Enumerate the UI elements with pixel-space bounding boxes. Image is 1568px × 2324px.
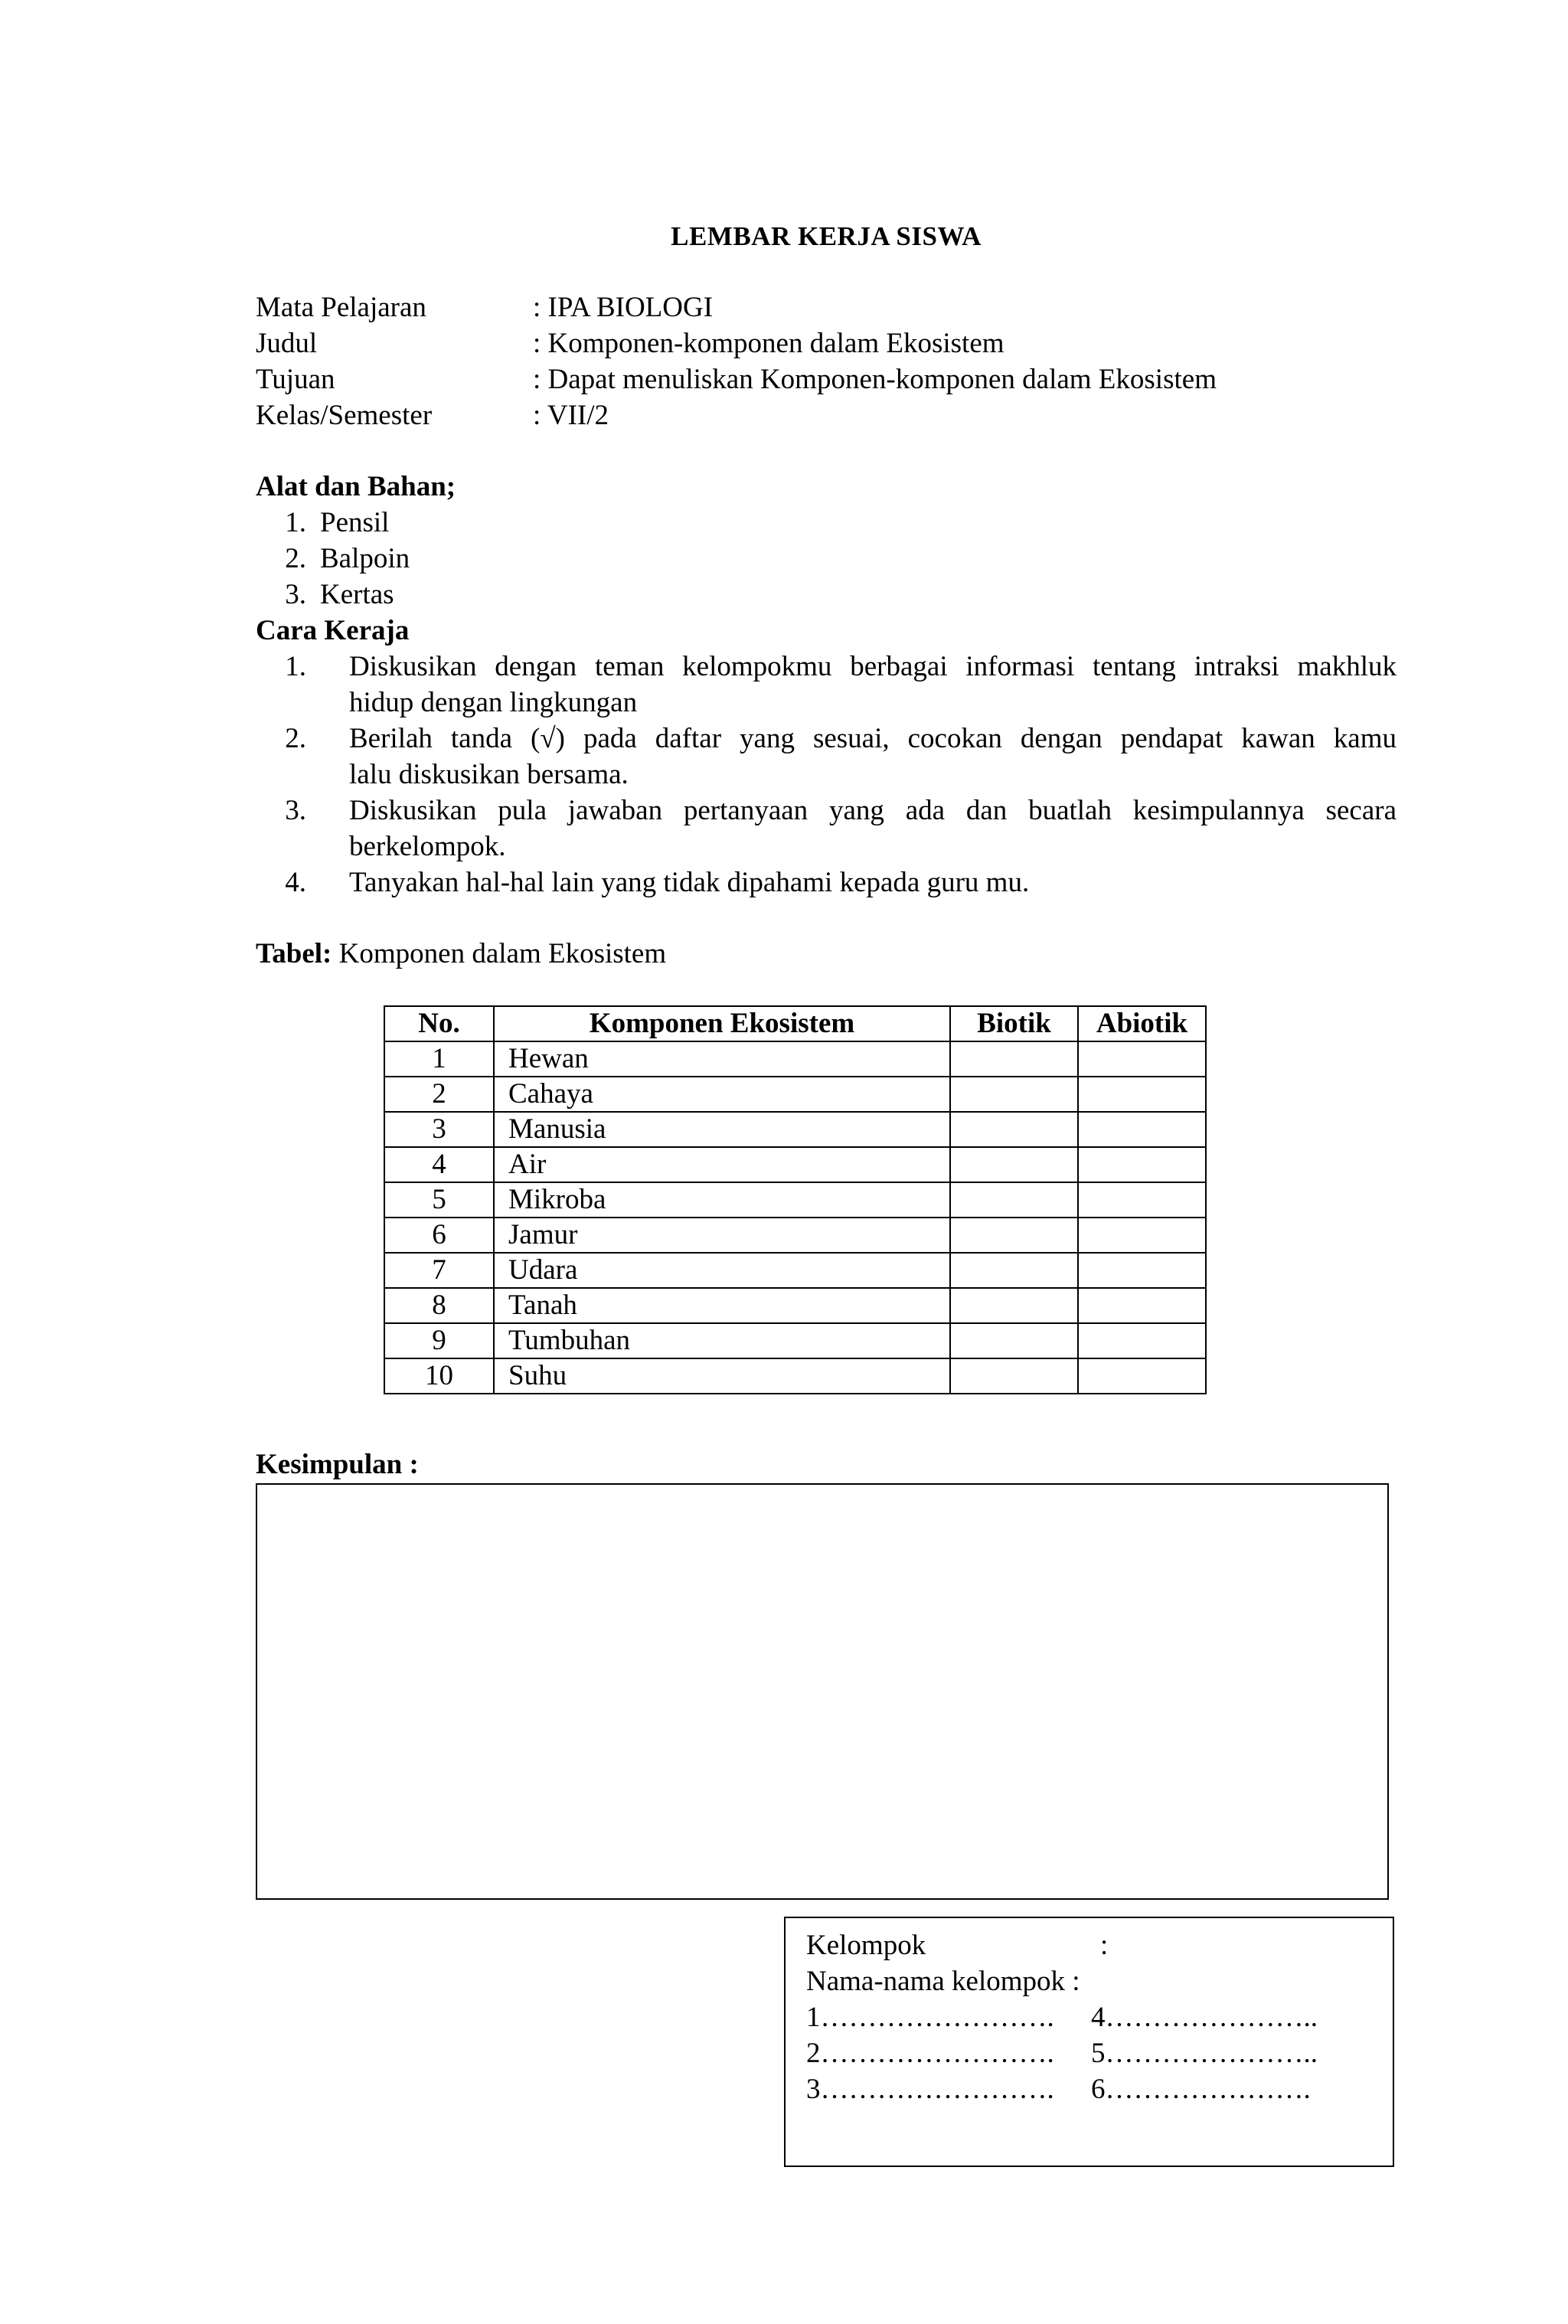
group-name-slot[interactable]: 6…………………. xyxy=(1091,2074,1311,2105)
biotik-cell[interactable] xyxy=(950,1147,1078,1182)
conclusion-box[interactable] xyxy=(256,1483,1389,1900)
row-number: 3 xyxy=(384,1112,494,1147)
steps-item-number: 2. xyxy=(285,723,306,754)
biotik-cell[interactable] xyxy=(950,1218,1078,1253)
ecosystem-table xyxy=(384,1005,1207,1394)
abiotik-cell[interactable] xyxy=(1078,1147,1206,1182)
component-name: Cahaya xyxy=(494,1077,950,1112)
meta-row-goal xyxy=(256,361,1217,397)
group-name-line xyxy=(806,1999,1373,2035)
group-info-box xyxy=(784,1917,1394,2167)
table-caption xyxy=(256,936,666,972)
steps-item-text: hidup dengan lingkungan xyxy=(349,687,638,718)
group-kelompok-colon: : xyxy=(1100,1930,1109,1961)
component-name: Hewan xyxy=(494,1041,950,1077)
component-name: Udara xyxy=(494,1253,950,1288)
steps-item-number: 4. xyxy=(285,867,306,898)
row-number: 9 xyxy=(384,1323,494,1358)
meta-label: Kelas/Semester xyxy=(256,400,433,431)
row-number: 7 xyxy=(384,1253,494,1288)
group-name-slot[interactable]: 1……………………. xyxy=(806,2002,1054,2033)
table-row xyxy=(384,1288,1206,1323)
group-name-slot[interactable]: 2……………………. xyxy=(806,2038,1054,2069)
group-name-line xyxy=(806,2035,1373,2071)
conclusion-heading: Kesimpulan : xyxy=(256,1449,419,1480)
abiotik-cell[interactable] xyxy=(1078,1182,1206,1218)
tools-item-text: Balpoin xyxy=(320,543,410,574)
component-name: Jamur xyxy=(494,1218,950,1253)
tools-heading: Alat dan Bahan; xyxy=(256,471,456,502)
meta-value: : IPA BIOLOGI xyxy=(533,292,714,323)
table-header-row xyxy=(384,1006,1206,1041)
component-name: Tumbuhan xyxy=(494,1323,950,1358)
tools-item-text: Kertas xyxy=(320,579,394,610)
row-number: 6 xyxy=(384,1218,494,1253)
biotik-cell[interactable] xyxy=(950,1253,1078,1288)
biotik-cell[interactable] xyxy=(950,1182,1078,1218)
group-names-label: Nama-nama kelompok : xyxy=(806,1966,1080,1997)
steps-item-number: 1. xyxy=(285,651,306,682)
steps-item-text: Diskusikan pula jawaban pertanyaan yang ada dan buatlah kesimpulannya secara xyxy=(349,795,1396,826)
biotik-cell[interactable] xyxy=(950,1323,1078,1358)
component-name: Manusia xyxy=(494,1112,950,1147)
abiotik-cell[interactable] xyxy=(1078,1112,1206,1147)
biotik-cell[interactable] xyxy=(950,1041,1078,1077)
column-header: Abiotik xyxy=(1078,1006,1206,1041)
table-row xyxy=(384,1182,1206,1218)
group-name-slot[interactable]: 5………………….. xyxy=(1091,2038,1318,2069)
group-name-slot[interactable]: 3……………………. xyxy=(806,2074,1054,2105)
column-header: Biotik xyxy=(950,1006,1078,1041)
group-kelompok-line xyxy=(806,1927,1109,1963)
meta-row-class xyxy=(256,397,609,433)
abiotik-cell[interactable] xyxy=(1078,1218,1206,1253)
tools-item: 3. Kertas xyxy=(285,579,394,610)
table-row xyxy=(384,1218,1206,1253)
table-caption-label: Tabel: xyxy=(256,938,332,969)
steps-item-text: berkelompok. xyxy=(349,831,506,862)
row-number: 8 xyxy=(384,1288,494,1323)
column-header: Komponen Ekosistem xyxy=(494,1006,950,1041)
biotik-cell[interactable] xyxy=(950,1358,1078,1394)
abiotik-cell[interactable] xyxy=(1078,1041,1206,1077)
abiotik-cell[interactable] xyxy=(1078,1253,1206,1288)
meta-label: Judul xyxy=(256,328,318,359)
row-number: 2 xyxy=(384,1077,494,1112)
steps-heading: Cara Keraja xyxy=(256,615,410,646)
group-name-slot[interactable]: 4………………….. xyxy=(1091,2002,1318,2033)
steps-item-text: Diskusikan dengan teman kelompokmu berbagai informasi tentang intraksi makhluk xyxy=(349,651,1396,682)
group-name-line xyxy=(806,2071,1373,2107)
component-name: Air xyxy=(494,1147,950,1182)
abiotik-cell[interactable] xyxy=(1078,1077,1206,1112)
tools-item: 2. Balpoin xyxy=(285,543,410,574)
steps-item-text: lalu diskusikan bersama. xyxy=(349,759,629,790)
abiotik-cell[interactable] xyxy=(1078,1288,1206,1323)
component-name: Mikroba xyxy=(494,1182,950,1218)
row-number: 1 xyxy=(384,1041,494,1077)
steps-item-number: 3. xyxy=(285,795,306,826)
abiotik-cell[interactable] xyxy=(1078,1323,1206,1358)
column-header: No. xyxy=(384,1006,494,1041)
table-row xyxy=(384,1253,1206,1288)
table-row xyxy=(384,1147,1206,1182)
table-caption-text: Komponen dalam Ekosistem xyxy=(332,938,667,969)
meta-label: Mata Pelajaran xyxy=(256,292,426,323)
biotik-cell[interactable] xyxy=(950,1288,1078,1323)
abiotik-cell[interactable] xyxy=(1078,1358,1206,1394)
tools-item-text: Pensil xyxy=(320,507,390,538)
row-number: 5 xyxy=(384,1182,494,1218)
row-number: 10 xyxy=(384,1358,494,1394)
meta-value: : Dapat menuliskan Komponen-komponen dalam Ekosistem xyxy=(533,364,1217,395)
biotik-cell[interactable] xyxy=(950,1112,1078,1147)
table-row xyxy=(384,1041,1206,1077)
meta-label: Tujuan xyxy=(256,364,335,395)
steps-item-text: Tanyakan hal-hal lain yang tidak dipahami kepada guru mu. xyxy=(349,867,1030,898)
meta-row-title xyxy=(256,325,1004,361)
group-kelompok-label: Kelompok xyxy=(806,1930,926,1961)
table-row xyxy=(384,1323,1206,1358)
steps-item-text: Berilah tanda (√) pada daftar yang sesuai, cocokan dengan pendapat kawan kamu xyxy=(349,723,1396,754)
table-row xyxy=(384,1112,1206,1147)
tools-item: 1. Pensil xyxy=(285,507,390,538)
meta-row-subject xyxy=(256,289,713,325)
table-row xyxy=(384,1358,1206,1394)
table-row xyxy=(384,1077,1206,1112)
component-name: Tanah xyxy=(494,1288,950,1323)
page-title: LEMBAR KERJA SISWA xyxy=(671,221,982,251)
meta-value: : VII/2 xyxy=(533,400,609,431)
component-name: Suhu xyxy=(494,1358,950,1394)
meta-value: : Komponen-komponen dalam Ekosistem xyxy=(533,328,1004,359)
row-number: 4 xyxy=(384,1147,494,1182)
biotik-cell[interactable] xyxy=(950,1077,1078,1112)
